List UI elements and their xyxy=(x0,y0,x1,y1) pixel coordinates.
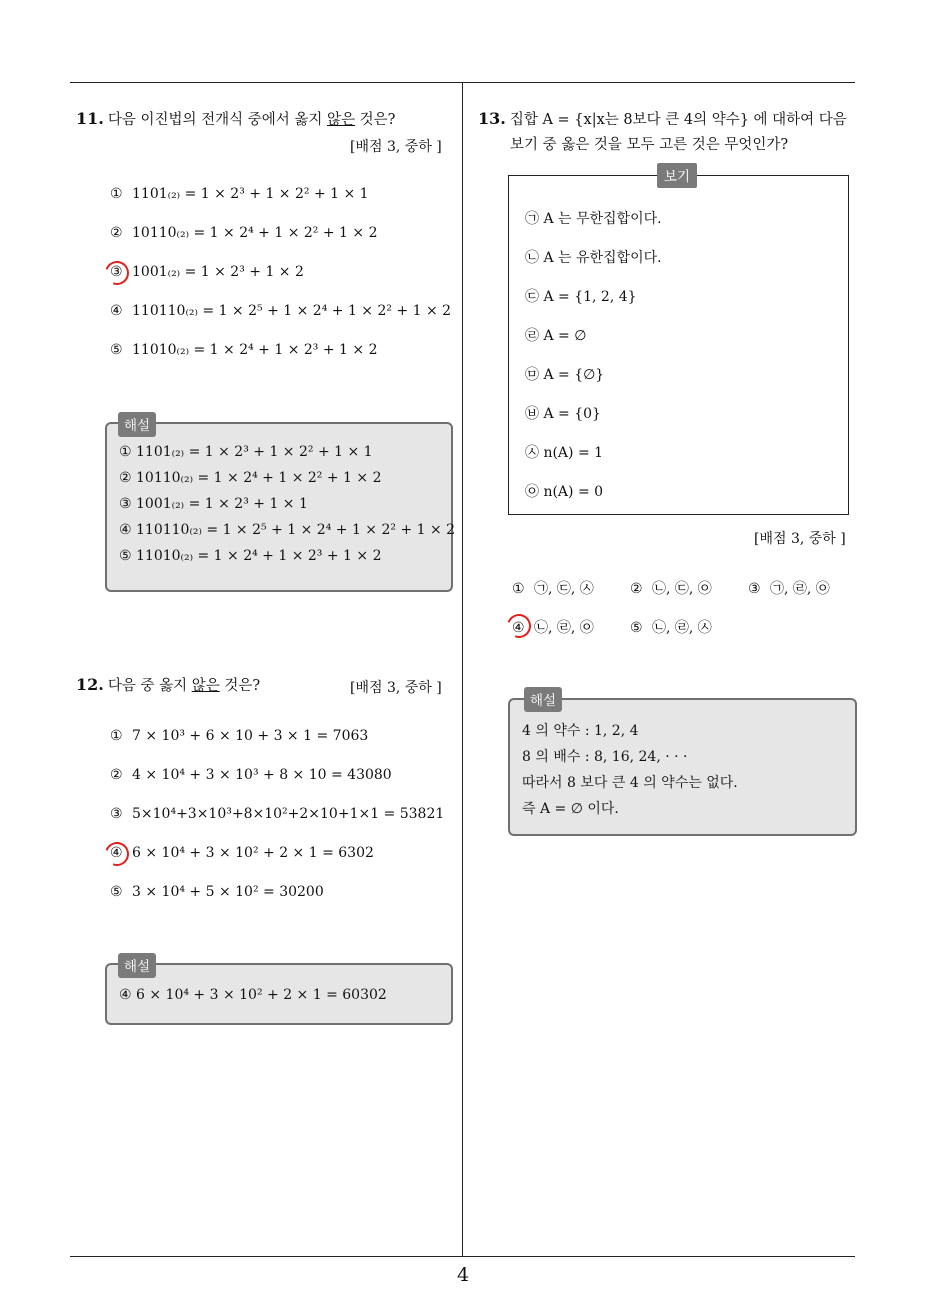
q11-text: 다음 이진법의 전개식 중에서 옳지 xyxy=(107,112,327,128)
choice-mark: ⑤ xyxy=(110,884,123,900)
q13-line-1: 집합 A = {x|x는 8보다 큰 4의 약수} 에 대하여 다음 xyxy=(509,112,847,128)
q13-choice-5[interactable] xyxy=(630,617,712,637)
q13-exp-line-2: 8 의 배수 : 8, 16, 24, · · · xyxy=(522,749,688,765)
q13-exp-line-1: 4 의 약수 : 1, 2, 4 xyxy=(522,723,639,739)
q13-answer-circle xyxy=(503,610,535,642)
q13-explanation-tag: 해설 xyxy=(524,687,562,712)
q11-number: 11. xyxy=(76,109,104,128)
bogi-item-4: ㉣ A = ∅ xyxy=(525,328,587,344)
q12-choice-2[interactable] xyxy=(110,767,392,783)
q13-choice-1[interactable] xyxy=(512,578,594,598)
bogi-item-5: ㉤ A = {∅} xyxy=(525,367,605,383)
choice-mark: ⑤ xyxy=(630,620,643,636)
choice-text: 5×10⁴+3×10³+8×10²+2×10+1×1 = 53821 xyxy=(132,806,445,822)
q11-choice-2[interactable] xyxy=(110,225,377,241)
choice-text: ㉠, ㉣, ㉧ xyxy=(770,581,830,597)
choice-mark: ① xyxy=(512,581,525,597)
q12-choice-4[interactable] xyxy=(110,845,374,861)
bottom-rule xyxy=(70,1256,855,1257)
q13-choice-2[interactable] xyxy=(630,578,712,598)
choice-text: 6 × 10⁴ + 3 × 10² + 2 × 1 = 6302 xyxy=(132,845,374,861)
q11-exp-line-5: ⑤ 11010₍₂₎ = 1 × 2⁴ + 1 × 2³ + 1 × 2 xyxy=(119,548,382,564)
q11-exp-line-3: ③ 1001₍₂₎ = 1 × 2³ + 1 × 1 xyxy=(119,496,308,512)
q13-score: [배점 3, 중하 ] xyxy=(754,531,846,547)
q11-score: [배점 3, 중하 ] xyxy=(350,139,442,155)
q12-text-end: 것은? xyxy=(219,678,261,694)
q12-question xyxy=(76,672,260,699)
choice-mark: ① xyxy=(110,186,123,202)
q13-line-2: 보기 중 옳은 것을 모두 고른 것은 무엇인가? xyxy=(510,137,789,153)
q13-exp-line-3: 따라서 8 보다 큰 4 의 약수는 없다. xyxy=(522,775,738,791)
q11-explanation-box xyxy=(105,422,456,592)
choice-text: 1101₍₂₎ = 1 × 2³ + 1 × 2² + 1 × 1 xyxy=(132,186,369,202)
q12-choice-3[interactable] xyxy=(110,806,444,822)
bogi-item-1: ㉠ A 는 무한집합이다. xyxy=(525,211,662,227)
q11-choice-3[interactable] xyxy=(110,264,304,280)
choice-mark: ③ xyxy=(748,581,761,597)
q12-score: [배점 3, 중하 ] xyxy=(350,680,442,696)
q11-underlined: 않은 xyxy=(327,112,356,128)
q12-choice-1[interactable] xyxy=(110,728,368,744)
q12-underlined: 않은 xyxy=(191,678,220,694)
bogi-item-8: ㉧ n(A) = 0 xyxy=(525,484,604,500)
q12-exp-line-1: ④ 6 × 10⁴ + 3 × 10² + 2 × 1 = 60302 xyxy=(119,987,387,1003)
q13-exp-line-4: 즉 A = ∅ 이다. xyxy=(522,801,619,817)
q11-choice-1[interactable] xyxy=(110,186,369,202)
choice-mark: ② xyxy=(110,767,123,783)
choice-mark: ④ xyxy=(512,620,525,636)
choice-text: 10110₍₂₎ = 1 × 2⁴ + 1 × 2² + 1 × 2 xyxy=(132,225,378,241)
choice-text: ㉠, ㉢, ㉦ xyxy=(534,581,594,597)
column-divider xyxy=(462,82,463,1256)
choice-mark: ② xyxy=(630,581,643,597)
choice-text: 1001₍₂₎ = 1 × 2³ + 1 × 2 xyxy=(132,264,304,280)
q11-exp-line-2: ② 10110₍₂₎ = 1 × 2⁴ + 1 × 2² + 1 × 2 xyxy=(119,470,382,486)
choice-text: 3 × 10⁴ + 5 × 10² = 30200 xyxy=(132,884,324,900)
q13-bogi-tag: 보기 xyxy=(657,163,697,188)
q11-answer-circle xyxy=(101,257,133,289)
q12-number: 12. xyxy=(76,675,104,694)
bogi-item-7: ㉦ n(A) = 1 xyxy=(525,445,604,461)
q12-answer-circle xyxy=(101,838,133,870)
choice-mark: ④ xyxy=(110,303,123,319)
q12-choice-5[interactable] xyxy=(110,884,324,900)
q12-explanation-box xyxy=(105,963,453,1025)
q11-question xyxy=(76,106,395,133)
q12-explanation-tag: 해설 xyxy=(118,953,156,978)
q11-exp-line-4: ④ 110110₍₂₎ = 1 × 2⁵ + 1 × 2⁴ + 1 × 2² + 1 × 2 xyxy=(119,522,456,538)
choice-mark: ② xyxy=(110,225,123,241)
choice-mark: ④ xyxy=(110,845,123,861)
bogi-item-3: ㉢ A = {1, 2, 4} xyxy=(525,289,637,305)
bogi-item-2: ㉡ A 는 유한집합이다. xyxy=(525,250,662,266)
q13-number: 13. xyxy=(478,109,506,128)
q11-choice-5[interactable] xyxy=(110,342,377,358)
choice-text: ㉡, ㉣, ㉦ xyxy=(652,620,712,636)
choice-mark: ① xyxy=(110,728,123,744)
choice-text: 4 × 10⁴ + 3 × 10³ + 8 × 10 = 43080 xyxy=(132,767,392,783)
choice-text: 110110₍₂₎ = 1 × 2⁵ + 1 × 2⁴ + 1 × 2² + 1 × 2 xyxy=(132,303,452,319)
q13-choice-3[interactable] xyxy=(748,578,830,598)
bogi-item-6: ㉥ A = {0} xyxy=(525,406,601,422)
q11-explanation-tag: 해설 xyxy=(118,412,156,437)
q11-exp-line-1: ① 1101₍₂₎ = 1 × 2³ + 1 × 2² + 1 × 1 xyxy=(119,444,373,460)
q12-text: 다음 중 옳지 xyxy=(107,678,192,694)
q11-choice-4[interactable] xyxy=(110,303,451,319)
choice-text: ㉡, ㉣, ㉧ xyxy=(534,620,594,636)
choice-text: ㉡, ㉢, ㉧ xyxy=(652,581,712,597)
choice-text: 7 × 10³ + 6 × 10 + 3 × 1 = 7063 xyxy=(132,728,369,744)
choice-text: 11010₍₂₎ = 1 × 2⁴ + 1 × 2³ + 1 × 2 xyxy=(132,342,378,358)
q13-question xyxy=(478,106,847,133)
choice-mark: ③ xyxy=(110,806,123,822)
q13-bogi-box xyxy=(508,175,849,515)
page-number: 4 xyxy=(456,1264,470,1286)
q13-explanation-box xyxy=(508,698,857,836)
choice-mark: ③ xyxy=(110,264,123,280)
q11-text-end: 것은? xyxy=(355,112,396,128)
choice-mark: ⑤ xyxy=(110,342,123,358)
